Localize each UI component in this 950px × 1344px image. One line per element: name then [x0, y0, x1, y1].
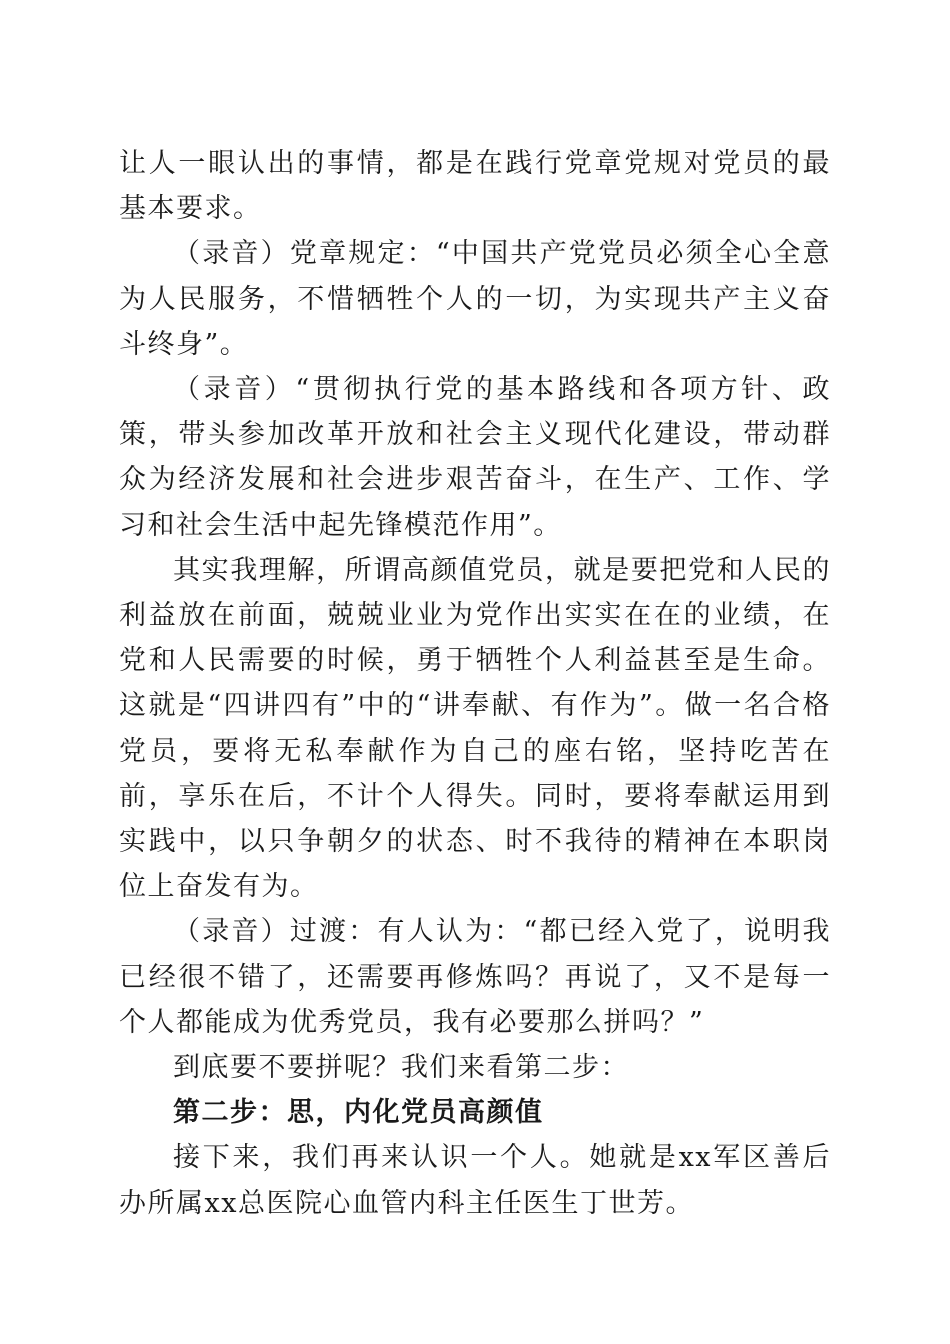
paragraph-continuation: 让人一眼认出的事情，都是在践行党章党规对党员的最基本要求。 [119, 148, 831, 225]
paragraph-recording-transition: （录音）过渡：有人认为：“都已经入党了，说明我已经很不错了，还需要再修炼吗？再说了，又不是每一个人都能成为优秀党员，我有必要那么拼吗？” [119, 916, 831, 1038]
paragraph-introduction: 接下来，我们再来认识一个人。她就是xx军区善后办所属xx总医院心血管内科主任医生丁世芳。 [119, 1142, 831, 1219]
paragraph-understanding: 其实我理解，所谓高颜值党员，就是要把党和人民的利益放在前面，兢兢业业为党作出实实在在的业绩，在党和人民需要的时候，勇于牺牲个人利益甚至是生命。这就是“四讲四有”中的“讲奉献、有作为”。做一名合格党员，要将无私奉献作为自己的座右铭，坚持吃苦在前，享乐在后，不计个人得失。同时，要将奉献运用到实践中，以只争朝夕的状态、时不我待的精神在本职岗位上奋发有为。 [119, 554, 831, 903]
paragraph-recording-basic-line: （录音）“贯彻执行党的基本路线和各项方针、政策，带头参加改革开放和社会主义现代化建设，带动群众为经济发展和社会进步艰苦奋斗，在生产、工作、学习和社会生活中起先锋模范作用”。 [119, 374, 831, 541]
document-body [119, 141, 831, 1226]
section-heading-step-two: 第二步：思，内化党员高颜值 [173, 1097, 544, 1129]
paragraph-recording-party-constitution: （录音）党章规定：“中国共产党党员必须全心全意为人民服务，不惜牺牲个人的一切，为实现共产主义奋斗终身”。 [119, 238, 831, 360]
paragraph-question: 到底要不要拼呢？我们来看第二步： [173, 1052, 629, 1084]
